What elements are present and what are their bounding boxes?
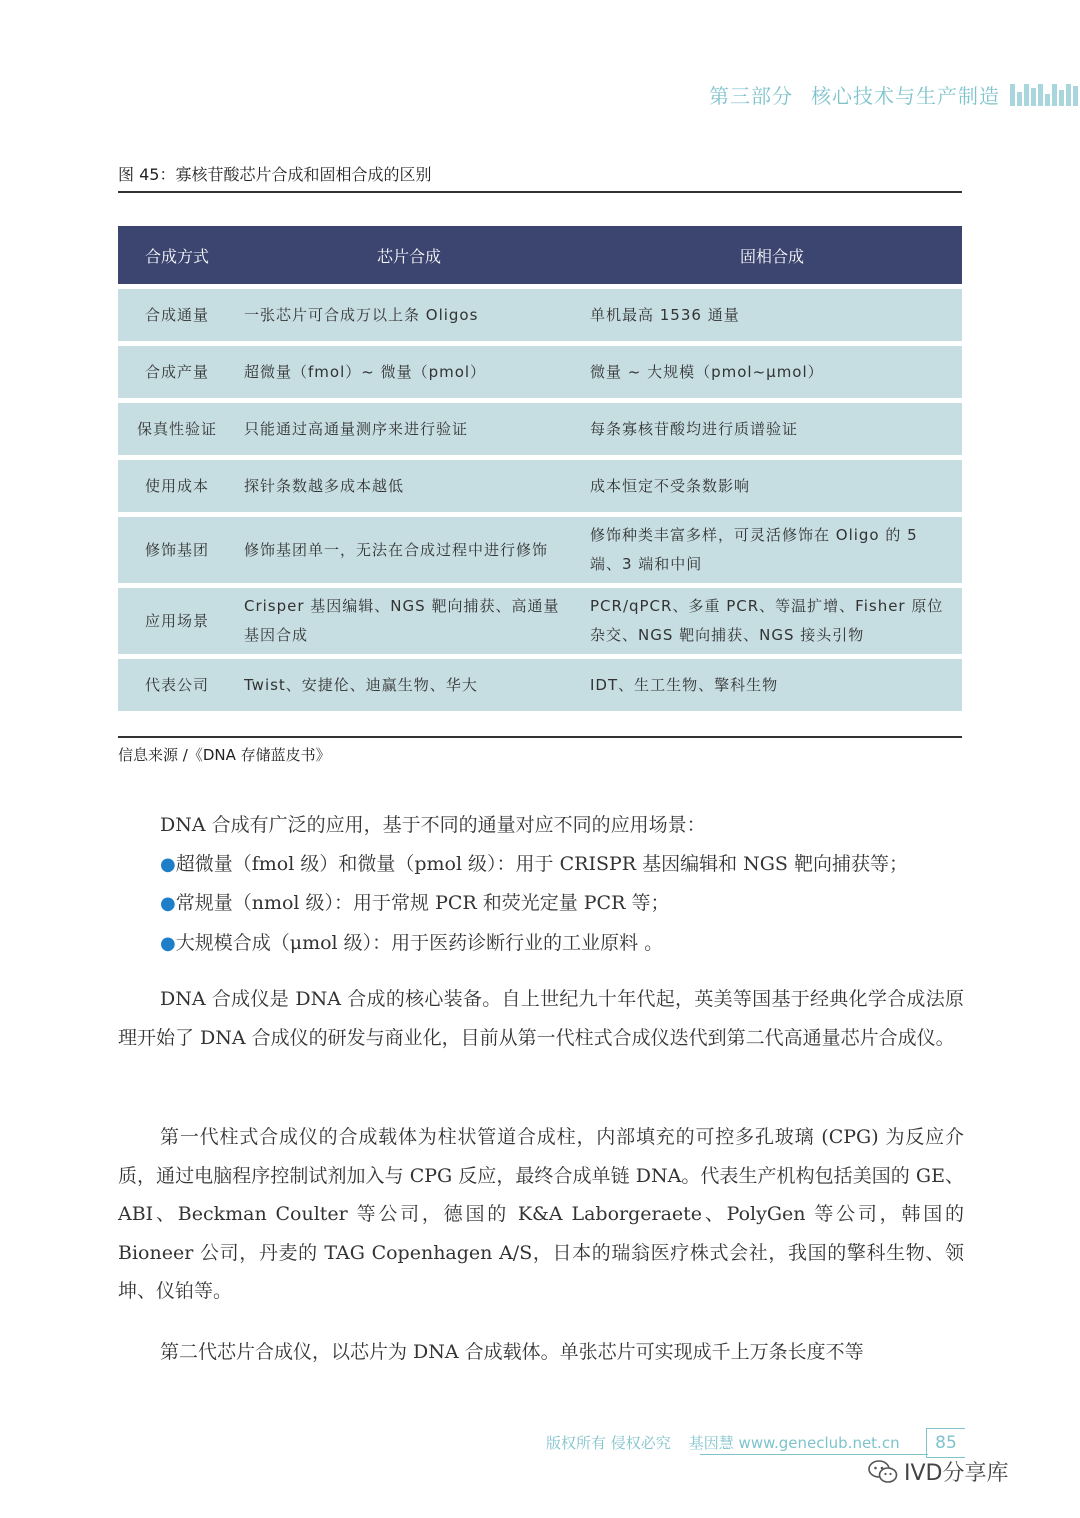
part-title: 核心技术与生产制造	[811, 84, 1000, 108]
row-solid: 微量 ~ 大规模（pmol~μmol）	[582, 346, 962, 398]
bullet-dot-icon: ●	[160, 853, 176, 875]
row-solid: PCR/qPCR、多重 PCR、等温扩增、Fisher 原位杂交、NGS 靶向捕获、NGS 接头引物	[582, 588, 962, 654]
comparison-table	[118, 221, 962, 716]
row-method: 应用场景	[118, 588, 236, 654]
watermark-text: IVD分享库	[904, 1461, 1009, 1486]
table-row	[118, 517, 962, 583]
row-solid: 成本恒定不受条数影响	[582, 460, 962, 512]
divider-bottom	[118, 736, 962, 738]
table-row	[118, 588, 962, 654]
row-chip: 一张芯片可合成万以上条 Oligos	[236, 289, 582, 341]
row-solid: 修饰种类丰富多样，可灵活修饰在 Oligo 的 5 端、3 端和中间	[582, 517, 962, 583]
row-method: 使用成本	[118, 460, 236, 512]
applications-block	[160, 806, 980, 963]
row-solid: IDT、生工生物、擎科生物	[582, 659, 962, 711]
row-method: 合成通量	[118, 289, 236, 341]
table-row	[118, 403, 962, 455]
column-header: 合成方式	[118, 226, 236, 284]
footer-underline	[700, 1454, 928, 1455]
table-header-row	[118, 226, 962, 284]
row-method: 修饰基团	[118, 517, 236, 583]
section-title	[709, 80, 1000, 109]
bullet-dot-icon: ●	[160, 893, 176, 914]
list-item: ●常规量（nmol 级）：用于常规 PCR 和荧光定量 PCR 等；	[160, 892, 670, 914]
watermark	[868, 1456, 1008, 1487]
table-row	[118, 659, 962, 711]
copyright-text: 版权所有 侵权必究	[546, 1434, 671, 1452]
paragraph: 第一代柱式合成仪的合成载体为柱状管道合成柱，内部填充的可控多孔玻璃 (CPG) 为反应介质，通过电脑程序控制试剂加入与 CPG 反应，最终合成单链 DNA。代表生产机构包括美国的 GE、ABI、Beckman Coulter 等公司，德国的 K&A Laborgeraete、PolyGen 等公司，韩国的 Bioneer 公司，丹麦的 TAG Copenhagen A/S，日本的瑞翁医疗株式会社，我国的擎科生物、领坤、仪铂等。	[118, 1126, 964, 1302]
row-chip: 超微量（fmol）~ 微量（pmol）	[236, 346, 582, 398]
bullet-dot-icon: ●	[160, 932, 176, 954]
row-method: 保真性验证	[118, 403, 236, 455]
row-chip: 只能通过高通量测序来进行验证	[236, 403, 582, 455]
wechat-icon	[868, 1459, 898, 1485]
paragraph: 第二代芯片合成仪，以芯片为 DNA 合成载体。单张芯片可实现成千上万条长度不等	[160, 1341, 864, 1363]
row-solid: 单机最高 1536 通量	[582, 289, 962, 341]
row-chip: Crisper 基因编辑、NGS 靶向捕获、高通量基因合成	[236, 588, 582, 654]
list-item: ●超微量（fmol 级）和微量（pmol 级）：用于 CRISPR 基因编辑和 NGS 靶向捕获等；	[160, 852, 908, 875]
site-text: 基因慧 www.geneclub.net.cn	[688, 1434, 900, 1452]
row-chip: 探针条数越多成本越低	[236, 460, 582, 512]
row-method: 代表公司	[118, 659, 236, 711]
intro-text: DNA 合成有广泛的应用，基于不同的通量对应不同的应用场景：	[160, 814, 706, 836]
page-footer	[546, 1432, 900, 1453]
header-bars-decoration	[1010, 84, 1080, 106]
table-row	[118, 460, 962, 512]
row-method: 合成产量	[118, 346, 236, 398]
column-header: 芯片合成	[236, 226, 582, 284]
divider-top	[118, 191, 962, 193]
table-row	[118, 346, 962, 398]
figure-caption: 图 45：寡核苷酸芯片合成和固相合成的区别	[118, 165, 432, 184]
page-number: 85	[926, 1428, 965, 1458]
list-item: ●大规模合成（μmol 级）：用于医药诊断行业的工业原料 。	[160, 931, 664, 954]
source-note: 信息来源 /《DNA 存储蓝皮书》	[118, 746, 331, 764]
row-solid: 每条寡核苷酸均进行质谱验证	[582, 403, 962, 455]
row-chip: Twist、安捷伦、迪赢生物、华大	[236, 659, 582, 711]
paragraph: DNA 合成仪是 DNA 合成的核心装备。自上世纪九十年代起，英美等国基于经典化学合成法原理开始了 DNA 合成仪的研发与商业化，目前从第一代柱式合成仪迭代到第二代高通量芯片合成仪。	[118, 988, 964, 1049]
column-header: 固相合成	[582, 226, 962, 284]
part-label: 第三部分	[709, 84, 793, 108]
table-row	[118, 289, 962, 341]
row-chip: 修饰基团单一，无法在合成过程中进行修饰	[236, 517, 582, 583]
